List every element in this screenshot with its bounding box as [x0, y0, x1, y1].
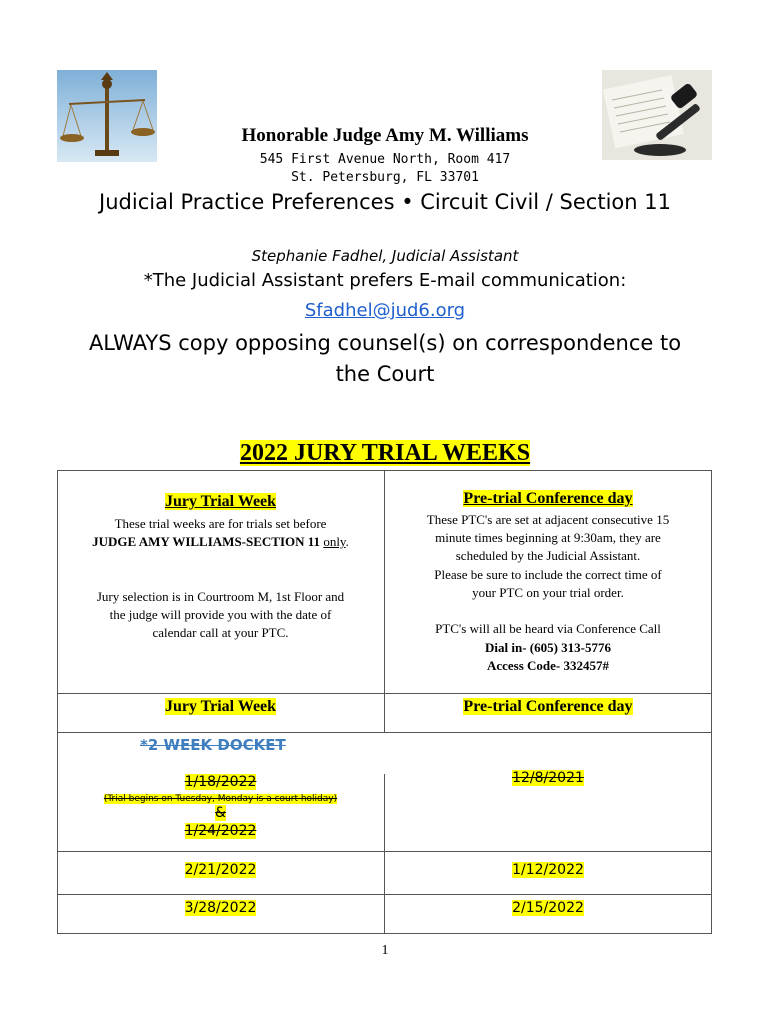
info-left-only: only	[323, 534, 346, 549]
row3-trial-week: 3/28/2022	[184, 900, 257, 916]
row1-trial-week: 1/18/2022	[184, 774, 257, 790]
info-left-para2-line2: the judge will provide you with the date of	[109, 607, 332, 622]
info-right-line1: These PTC's are set at adjacent consecutive 15	[426, 512, 670, 527]
row1-ptc: 12/8/2021	[512, 770, 584, 786]
section-title: 2022 JURY TRIAL WEEKS	[239, 440, 531, 466]
row1-trial-note: (Trial begins on Tuesday, Monday is a court holiday)	[103, 794, 338, 804]
info-right-line5: your PTC on your trial order.	[472, 585, 624, 600]
info-right-heading: Pre-trial Conference day	[463, 490, 633, 507]
row2-ptc: 1/12/2022	[512, 862, 584, 878]
row2-trial-week: 2/21/2022	[184, 862, 257, 878]
email-note: *The Judicial Assistant prefers E-mail communication:	[143, 270, 627, 291]
info-left-line1: These trial weeks are for trials set before	[114, 516, 327, 531]
address-line-2: St. Petersburg, FL 33701	[291, 170, 479, 185]
access-code: Access Code- 332457#	[486, 658, 610, 673]
scales-of-justice-image	[57, 70, 157, 162]
info-right-line3: scheduled by the Judicial Assistant.	[455, 548, 641, 563]
email-link[interactable]: Sfadhel@jud6.org	[304, 300, 466, 321]
address-line-1: 545 First Avenue North, Room 417	[259, 152, 511, 167]
info-left-judge: JUDGE AMY WILLIAMS-SECTION 11	[92, 534, 321, 549]
judge-name: Honorable Judge Amy M. Williams	[241, 125, 529, 146]
info-right-line6: PTC's will all be heard via Conference Call	[435, 621, 661, 636]
row3-ptc: 2/15/2022	[512, 900, 584, 916]
col-header-ptc: Pre-trial Conference day	[463, 698, 633, 715]
page-number: 1	[381, 943, 389, 958]
info-left-period: .	[345, 534, 349, 549]
col-header-trial-week: Jury Trial Week	[164, 698, 277, 715]
info-left-para2-line3: calendar call at your PTC.	[152, 625, 289, 640]
info-right-line4: Please be sure to include the correct time of	[434, 567, 662, 582]
row1-ampersand: &	[215, 805, 226, 821]
copy-note: ALWAYS copy opposing counsel(s) on correspondence to the Court	[88, 331, 682, 386]
info-right-line2: minute times beginning at 9:30am, they are	[435, 530, 661, 545]
row1-trial-week-2: 1/24/2022	[184, 823, 257, 839]
info-left-para2-line1: Jury selection is in Courtroom M, 1st Floor and	[96, 589, 345, 604]
info-left-heading: Jury Trial Week	[164, 493, 277, 510]
document-title: Judicial Practice Preferences • Circuit Civil / Section 11	[99, 190, 671, 214]
judicial-assistant: Stephanie Fadhel, Judicial Assistant	[251, 247, 519, 265]
dial-in: Dial in- (605) 313-5776	[484, 640, 612, 655]
docket-note: *2 WEEK DOCKET	[140, 736, 286, 754]
